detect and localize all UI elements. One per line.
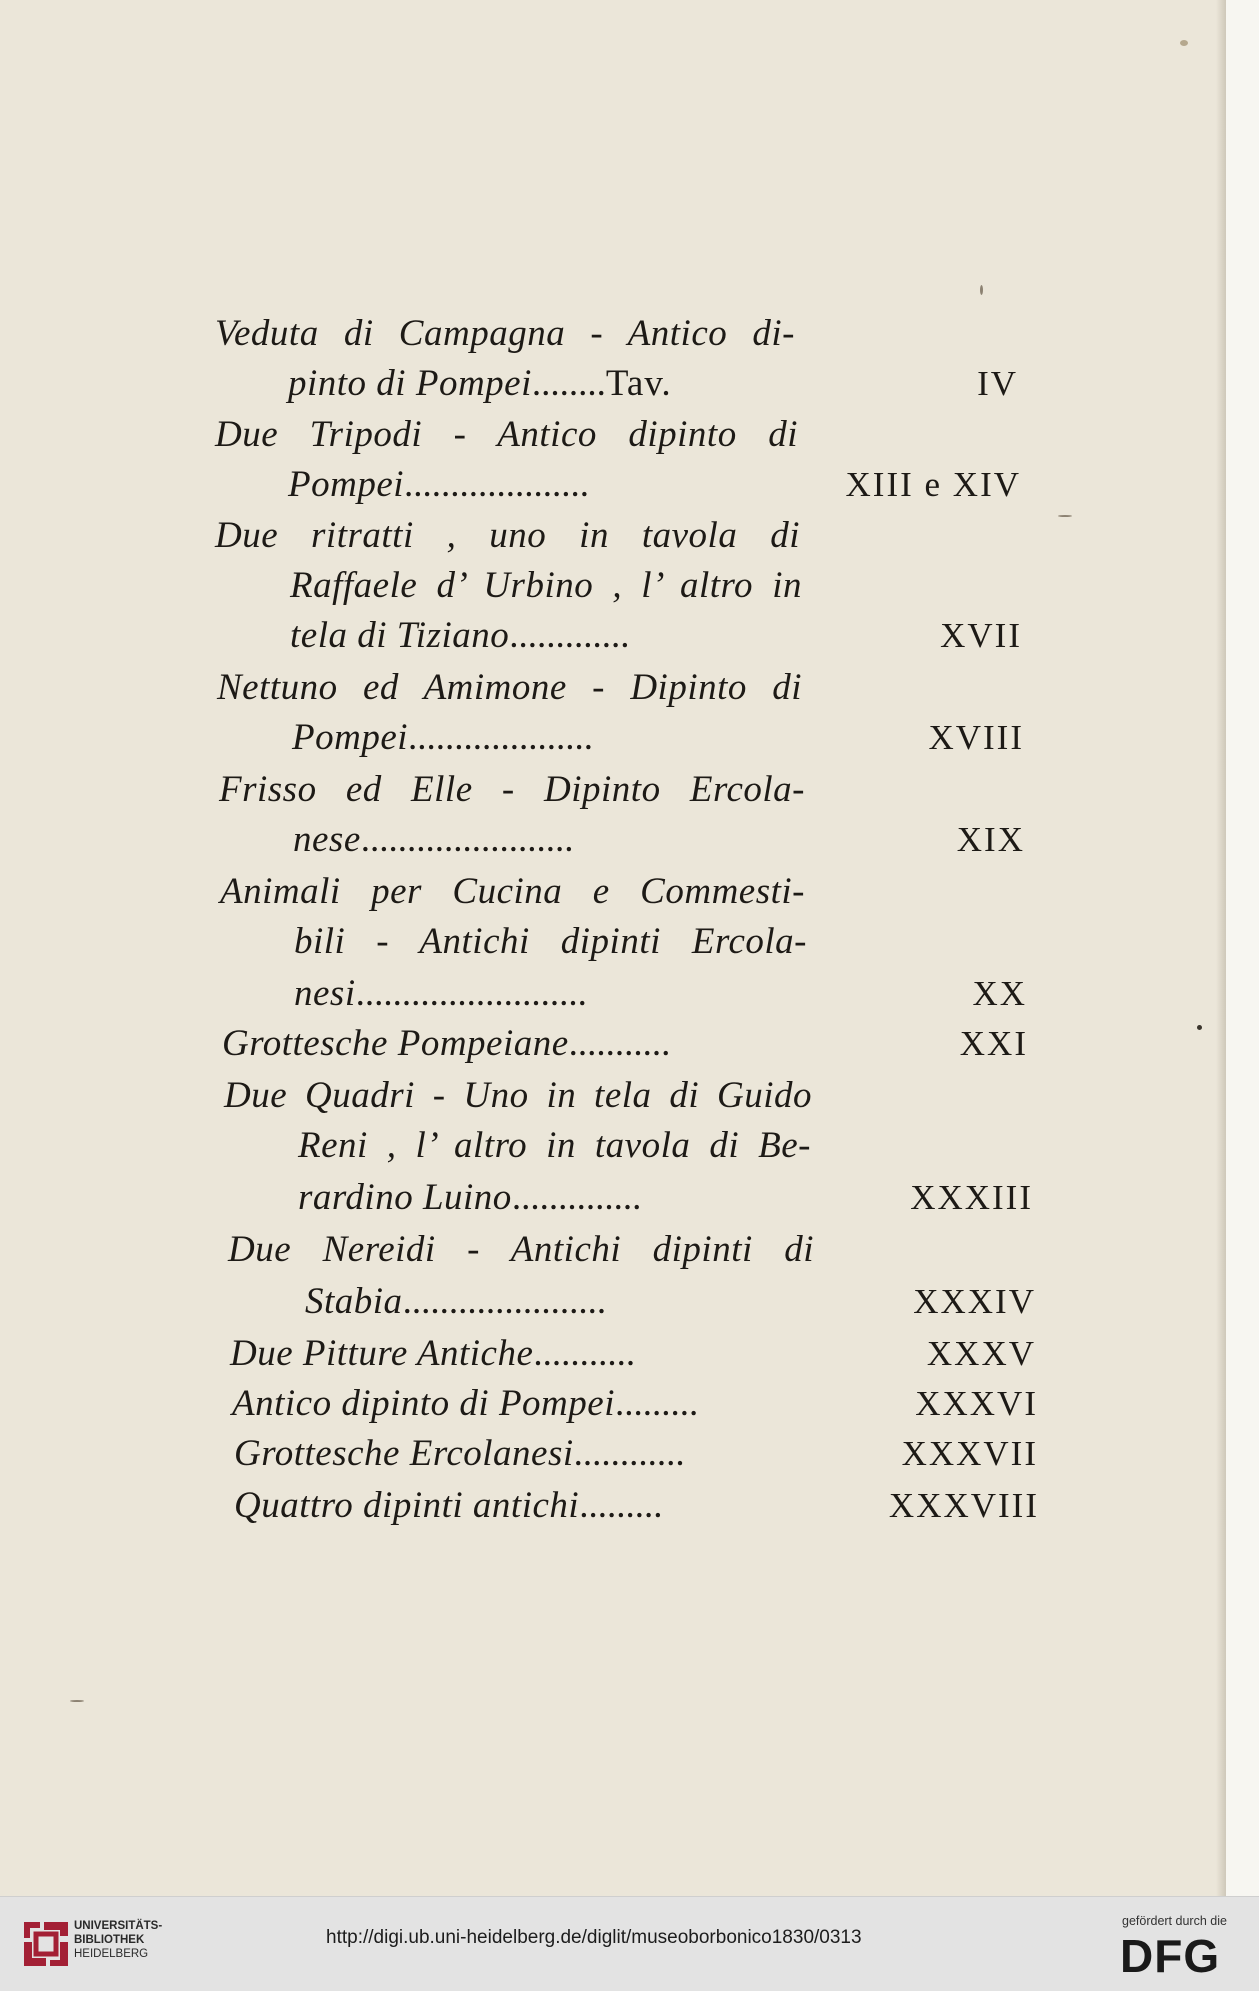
plate-number: XXXV [926,1334,1036,1373]
leader-dots: ...................... [402,1281,607,1322]
entry-title-text: Grottesche Ercolanesi [234,1433,574,1474]
plate-number: XXI [959,1024,1028,1063]
entry-title-line [288,462,589,508]
plate-number: XIX [956,820,1025,859]
toc-entry [0,1331,1226,1377]
toc-entry-continuation [0,563,1226,609]
plate-number: XX [972,974,1027,1013]
leader-dots: ........... [568,1023,671,1064]
entry-title-line: Due ritratti , uno in tavola di [215,515,800,556]
entry-title-line [230,1331,635,1377]
toc-entry [0,1381,1226,1427]
university-library-logo-icon[interactable] [20,1918,72,1970]
toc-entry [0,1483,1226,1529]
toc-entry-continuation [0,1279,1226,1325]
entry-title-line [232,1381,698,1427]
plate-number: XXXIV [913,1282,1036,1321]
toc-entry-continuation [0,462,1226,508]
entry-title-text: nesi [294,973,356,1014]
entry-title-text: tela di Tiziano [290,615,510,656]
toc-entry [0,311,1226,357]
entry-title-text: Pompei [288,464,405,505]
toc-entry [0,513,1226,559]
funding-label: gefördert durch die [1122,1914,1227,1928]
plate-number: XXXVIII [888,1486,1039,1525]
entry-title-line: Due Nereidi - Antichi dipinti di [228,1229,814,1270]
entry-title-line: Veduta di Campagna - Antico di- [215,313,795,354]
toc-entry-continuation [0,361,1226,407]
entry-title-text: rardino Luino [298,1177,512,1218]
entry-title-line: Raffaele d’ Urbino , l’ altro in [290,565,802,606]
toc-entry [0,1073,1226,1119]
leader-dots: ............. [509,615,630,656]
entry-title-line [234,1483,662,1529]
toc-entry-continuation [0,1123,1226,1169]
plate-number: XVII [940,616,1022,655]
permalink-url[interactable]: http://digi.ub.uni-heidelberg.de/diglit/museoborbonico1830/0313 [326,1927,862,1948]
entry-title-text: Stabia [305,1281,403,1322]
page-edge-shadow [1216,0,1226,1896]
toc-entry [0,869,1226,915]
leader-dots: ........ [531,363,606,404]
toc-entry-continuation [0,971,1226,1017]
leader-dots: ......... [614,1383,699,1424]
entry-title-line: bili - Antichi dipinti Ercola- [294,921,807,962]
entry-title-text: Due Pitture Antiche [230,1333,534,1374]
toc-entry [0,1021,1226,1067]
toc-entry [0,767,1226,813]
entry-title-text: pinto di Pompei [288,363,532,404]
entry-title-line: Frisso ed Elle - Dipinto Ercola- [219,769,805,810]
entry-title-line [294,971,587,1017]
toc-entry [0,1227,1226,1273]
leader-dots: .................... [404,464,590,505]
library-name[interactable] [74,1919,162,1961]
plate-number: IV [977,364,1018,403]
leader-dots: .................... [408,717,594,758]
plate-number: XXXIII [910,1178,1033,1217]
entry-title-line [222,1021,670,1067]
library-name-line1: UNIVERSITÄTS- [74,1920,163,1932]
library-name-line3: HEIDELBERG [74,1948,149,1960]
leader-dots: ......................... [355,973,587,1014]
viewer-footer-bar [0,1896,1259,1991]
leader-dots: ....................... [360,819,574,860]
entry-title-line [293,817,574,863]
toc-entry-continuation [0,919,1226,965]
entry-title-line [305,1279,606,1325]
toc-entry [0,412,1226,458]
entry-title-line [298,1175,641,1221]
dfg-logo[interactable]: DFG [1120,1930,1221,1982]
leader-dots: .............. [511,1177,642,1218]
library-name-line2: BIBLIOTHEK [74,1934,145,1946]
entry-title-line [292,715,593,761]
entry-title-line: Animali per Cucina e Commesti- [220,871,805,912]
toc-entry-continuation [0,613,1226,659]
entry-title-text: nese [293,819,361,860]
entry-title-line: Reni , l’ altro in tavola di Be- [298,1125,811,1166]
entry-title-line [288,361,672,407]
toc-entry [0,665,1226,711]
entry-title-text: Antico dipinto di Pompei [232,1383,615,1424]
toc-entry-continuation [0,715,1226,761]
leader-dots: ........... [533,1333,636,1374]
entry-title-line: Nettuno ed Amimone - Dipinto di [217,667,802,708]
entry-title-line: Due Tripodi - Antico dipinto di [215,414,798,455]
leader-dots: ......... [579,1485,663,1526]
entry-title-text: Quattro dipinti antichi [234,1485,580,1526]
plate-number: XXXVI [915,1384,1038,1423]
leader-dots: ............ [573,1433,685,1474]
entry-title-text: Grottesche Pompeiane [222,1023,569,1064]
plate-number: XVIII [928,718,1024,757]
entry-title-line: Due Quadri - Uno in tela di Guido [224,1075,812,1116]
plate-number: XIII e XIV [845,465,1021,504]
plate-number: XXXVII [901,1434,1038,1473]
entry-title-line [290,613,630,659]
toc-entry [0,1431,1226,1477]
toc-entry-continuation [0,817,1226,863]
entry-title-line [234,1431,685,1477]
entry-title-text: Pompei [292,717,409,758]
tav-label: Tav. [605,363,672,404]
toc-entry-continuation [0,1175,1226,1221]
scan-background-edge [1226,0,1259,1896]
